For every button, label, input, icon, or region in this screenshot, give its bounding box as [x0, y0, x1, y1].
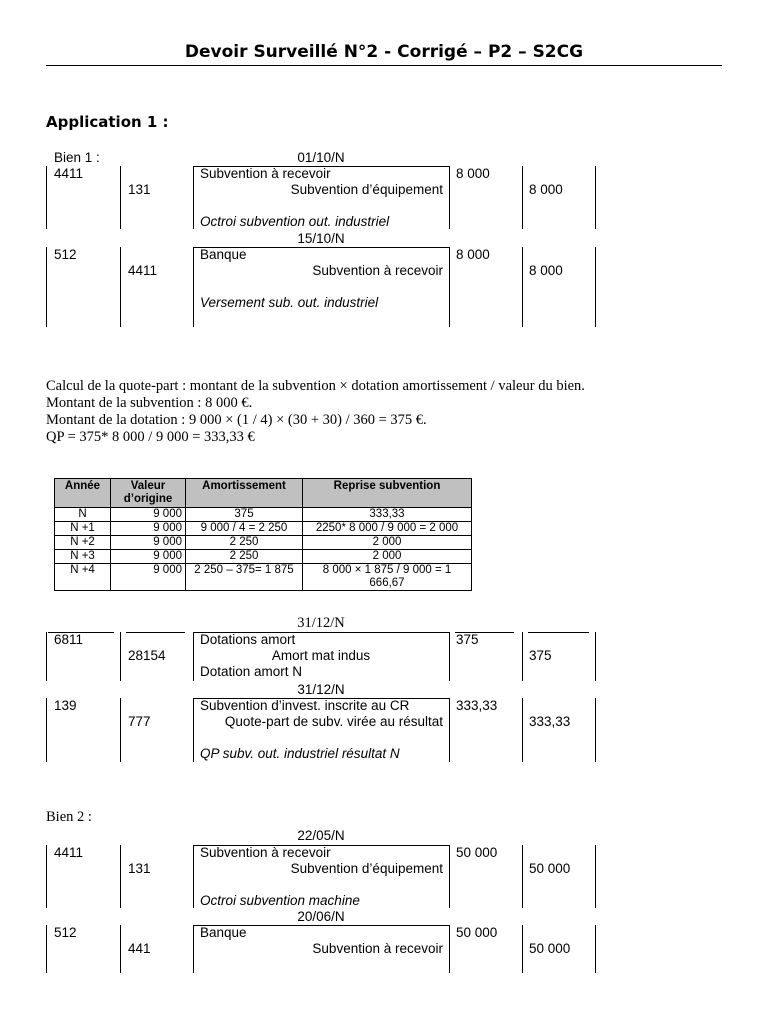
journal-rule	[522, 632, 523, 681]
table-row	[55, 564, 472, 591]
debit-amount: 50 000	[456, 845, 498, 860]
entry-comment: Octroi subvention out. industriel	[200, 214, 390, 229]
entry-date: 22/05/N	[297, 828, 345, 843]
bien1-label: Bien 1 :	[54, 150, 100, 165]
th-annee: Année	[55, 479, 111, 508]
table-row	[55, 522, 472, 536]
journal-rule	[522, 845, 523, 908]
cell-annee: N +1	[55, 522, 111, 536]
journal-rule	[193, 845, 194, 908]
credit-account: 777	[128, 714, 151, 729]
journal-rule	[46, 698, 47, 762]
journal-rule	[46, 632, 47, 681]
table-header-row	[55, 479, 472, 508]
journal-rule	[193, 166, 194, 229]
cell-valeur: 9 000	[111, 536, 186, 550]
debit-amount: 50 000	[456, 925, 498, 940]
journal-rule	[46, 845, 47, 908]
credit-account: 131	[128, 861, 151, 876]
journal-rule	[449, 632, 450, 681]
debit-account: 6811	[54, 632, 84, 647]
entry-comment: Octroi subvention machine	[200, 893, 360, 908]
debit-account: 512	[54, 247, 77, 262]
table-row	[55, 508, 472, 522]
page-title: Devoir Surveillé N°2 - Corrigé – P2 – S2CG	[184, 42, 584, 62]
cell-reprise: 2 000	[303, 550, 472, 564]
calc-line-3: Montant de la dotation : 9 000 × (1 / 4) × (30 + 30) / 360 = 375 €.	[46, 412, 427, 428]
journal-top-rule	[126, 632, 185, 633]
entry-date: 20/06/N	[297, 909, 345, 924]
cell-reprise: 2250* 8 000 / 9 000 = 2 000	[303, 522, 472, 536]
credit-account: 441	[128, 941, 151, 956]
journal-rule	[449, 166, 450, 229]
debit-amount: 375	[456, 632, 479, 647]
cell-reprise: 8 000 × 1 875 / 9 000 = 1 666,67	[303, 564, 472, 591]
calc-line-4: QP = 375* 8 000 / 9 000 = 333,33 €	[46, 429, 255, 445]
cell-valeur: 9 000	[111, 564, 186, 591]
cell-reprise: 333,33	[303, 508, 472, 522]
debit-account: 4411	[54, 845, 84, 860]
credit-label: Amort mat indus	[271, 648, 371, 663]
entry-date: 31/12/N	[297, 615, 345, 631]
debit-amount: 8 000	[456, 166, 490, 181]
debit-label: Subvention à recevoir	[200, 166, 331, 181]
journal-rule	[595, 247, 596, 327]
cell-amort: 9 000 / 4 = 2 250	[186, 522, 303, 536]
credit-amount: 50 000	[529, 861, 571, 876]
credit-account: 4411	[128, 263, 158, 278]
cell-reprise: 2 000	[303, 536, 472, 550]
entry-comment: Dotation amort N	[200, 664, 303, 679]
journal-rule	[449, 925, 450, 973]
credit-amount: 50 000	[529, 941, 571, 956]
cell-annee: N +2	[55, 536, 111, 550]
debit-label: Subvention d’invest. inscrite au CR	[200, 698, 410, 713]
cell-valeur: 9 000	[111, 522, 186, 536]
bien2-label: Bien 2 :	[46, 809, 92, 825]
credit-amount: 375	[529, 648, 552, 663]
credit-amount: 8 000	[529, 182, 563, 197]
debit-label: Subvention à recevoir	[200, 845, 331, 860]
amortization-table	[54, 478, 472, 591]
credit-label: Subvention d’équipement	[290, 182, 443, 197]
th-valeur: Valeur d’origine	[111, 479, 186, 508]
credit-amount: 8 000	[529, 263, 563, 278]
journal-rule	[522, 166, 523, 229]
journal-rule	[46, 166, 47, 229]
calc-line-1: Calcul de la quote-part : montant de la subvention × dotation amortissement / valeur du bien.	[46, 378, 585, 394]
debit-amount: 8 000	[456, 247, 490, 262]
entry-comment: QP subv. out. industriel résultat N	[200, 746, 400, 761]
debit-account: 512	[54, 925, 77, 940]
cell-valeur: 9 000	[111, 550, 186, 564]
debit-account: 139	[54, 698, 77, 713]
credit-label: Subvention à recevoir	[312, 263, 443, 278]
credit-label: Subvention d’équipement	[290, 861, 443, 876]
journal-rule	[449, 247, 450, 327]
journal-rule	[46, 925, 47, 973]
journal-rule	[595, 698, 596, 762]
application-heading: Application 1 :	[46, 113, 169, 131]
cell-amort: 2 250 – 375= 1 875	[186, 564, 303, 591]
table-row	[55, 536, 472, 550]
credit-amount: 333,33	[529, 714, 571, 729]
table-row	[55, 550, 472, 564]
cell-amort: 375	[186, 508, 303, 522]
journal-rule	[120, 166, 121, 229]
journal-rule	[449, 698, 450, 762]
cell-annee: N +4	[55, 564, 111, 591]
cell-amort: 2 250	[186, 550, 303, 564]
journal-rule	[449, 845, 450, 908]
journal-rule	[120, 632, 121, 681]
cell-annee: N +3	[55, 550, 111, 564]
entry-date: 01/10/N	[297, 150, 345, 165]
journal-rule	[193, 698, 194, 762]
entry-date: 15/10/N	[297, 231, 345, 246]
journal-rule	[595, 166, 596, 229]
cell-amort: 2 250	[186, 536, 303, 550]
credit-account: 28154	[128, 648, 166, 663]
debit-label: Banque	[200, 925, 247, 940]
journal-rule	[193, 247, 194, 327]
th-reprise: Reprise subvention	[303, 479, 472, 508]
credit-label: Subvention à recevoir	[312, 941, 443, 956]
journal-rule	[120, 247, 121, 327]
debit-label: Banque	[200, 247, 247, 262]
journal-rule	[120, 845, 121, 908]
entry-date: 31/12/N	[297, 682, 345, 697]
journal-rule	[522, 698, 523, 762]
th-amortissement: Amortissement	[186, 479, 303, 508]
journal-rule	[595, 925, 596, 973]
cell-annee: N	[55, 508, 111, 522]
debit-amount: 333,33	[456, 698, 498, 713]
journal-top-rule	[528, 632, 589, 633]
journal-rule	[46, 247, 47, 327]
journal-rule	[595, 632, 596, 681]
entry-comment: Versement sub. out. industriel	[200, 295, 379, 310]
journal-rule	[522, 247, 523, 327]
journal-rule	[120, 925, 121, 973]
debit-label: Dotations amort	[200, 632, 296, 647]
cell-valeur: 9 000	[111, 508, 186, 522]
credit-account: 131	[128, 182, 151, 197]
calc-line-2: Montant de la subvention : 8 000 €.	[46, 395, 253, 411]
journal-rule	[595, 845, 596, 908]
debit-account: 4411	[54, 166, 84, 181]
journal-rule	[522, 925, 523, 973]
journal-rule	[120, 698, 121, 762]
title-rule	[46, 65, 722, 66]
credit-label: Quote-part de subv. virée au résultat	[224, 714, 443, 729]
